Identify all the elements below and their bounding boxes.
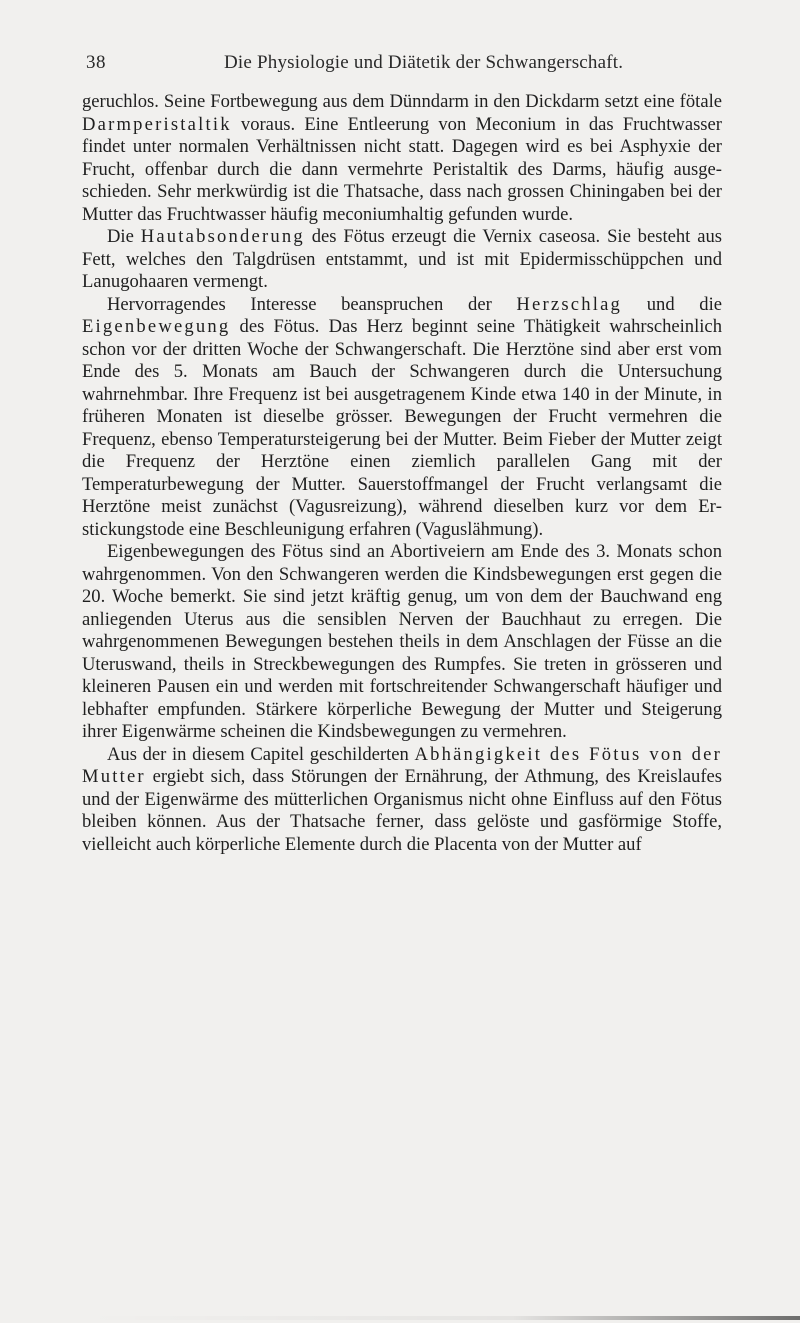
emphasized-term: Hautabsonderung [140, 226, 305, 247]
text-run: Die [107, 226, 141, 247]
paragraph [82, 294, 722, 542]
text-run: voraus. Eine Entleerung von Meconium in das Fruchtwasser findet unter normalen Verhältnissen nicht statt. Dagegen wird es bei Asphyxie der Frucht, offenbar durch die dann vermehrte Peristaltik des Darms, häufig ausgeschieden. Sehr merkwürdig ist die Thatsache, dass nach grossen Chiningaben bei der Mutter das Fruchtwasser häufig meconiumhaltig gefunden wurde. [82, 113, 722, 225]
text-run: des Fötus. Das Herz beginnt seine Thätigkeit wahrscheinlich schon vor der dritten Woche der Schwangerschaft. Die Herztöne sind aber erst vom Ende des 5. Monats am Bauch der Schwangeren durch die Untersuchung wahrnehmbar. Ihre Frequenz ist bei ausgetragenem Kinde etwa 140 in der Minute, in früheren Monaten ist dieselbe grösser. Bewegungen der Frucht vermehren die Frequenz, ebenso Temperatursteigerung bei der Mutter. Beim Fieber der Mutter zeigt die Frequenz der Herztöne einen ziemlich parallelen Gang mit der Temperaturbewegung der Mutter. Sauerstoffmangel der Frucht verlangsamt die Herztöne meist zunächst (Vagusreizung), während dieselben kurz vor dem Erstickungstode eine Beschleunigung erfahren (Vaguslähmung). [82, 316, 722, 540]
text-run: Eigenbewegungen des Fötus sind an Abortiveiern am Ende des 3. Monats schon wahrgenommen. Von den Schwangeren werden die Kindsbewegungen erst gegen die 20. Woche bemerkt. Sie sind jetzt kräftig genug, um von dem der Bauchwand eng anliegenden Uterus aus die sensiblen Nerven der Bauchhaut zu erregen. Die wahrgenommenen Bewegungen bestehen theils in dem Anschlagen der Füsse an die Uteruswand, theils in Streckbewegungen des Rumpfes. Sie treten in grösseren und kleineren Pausen ein und werden mit fortschreitender Schwangerschaft häufiger und lebhafter empfunden. Stärkere körperliche Bewegung der Mutter und Steigerung ihrer Eigenwärme scheinen die Kindsbewegungen zu vermehren. [82, 541, 722, 742]
emphasized-term: Eigenbewegung [82, 316, 231, 337]
paragraph [82, 91, 722, 226]
running-title: Die Physiologie und Diätetik der Schwangerschaft. [224, 52, 624, 73]
page-edge-shadow [82, 1316, 800, 1320]
text-run: und die [622, 293, 722, 315]
text-run: Aus der in diesem Capitel geschilderten [107, 743, 415, 765]
running-head [82, 52, 722, 82]
text-run: des Fötus erzeugt die Vernix caseosa. Sie besteht aus Fett, welches den Talgdrüsen entstammt, und ist mit Epidermisschüppchen und Lanugohaaren vermengt. [82, 226, 722, 292]
book-page [82, 52, 722, 856]
paragraph [82, 226, 722, 294]
paragraph [82, 541, 722, 744]
text-run: Hervorragendes Interesse beanspruchen der [107, 293, 517, 315]
text-run: ergiebt sich, dass Störungen der Ernährung, der Athmung, des Kreislaufes und der Eigenwärme des mütterlichen Organismus nicht ohne Einfluss auf den Fötus bleiben können. Aus der Thatsache ferner, dass gelöste und gasförmige Stoffe, vielleicht auch körperliche Elemente durch die Placenta von der Mutter auf [82, 766, 722, 855]
emphasized-term: Darmperistaltik [82, 113, 232, 135]
page-number: 38 [86, 52, 106, 73]
body-text [82, 91, 722, 856]
emphasized-term: Herzschlag [516, 293, 623, 315]
paragraph [82, 744, 722, 857]
emphasized-term: Abhängigkeit des Fötus von der Mutter [82, 743, 722, 787]
text-run: geruchlos. Seine Fortbewegung aus dem Dünndarm in den Dickdarm setzt eine fötale [82, 91, 722, 112]
